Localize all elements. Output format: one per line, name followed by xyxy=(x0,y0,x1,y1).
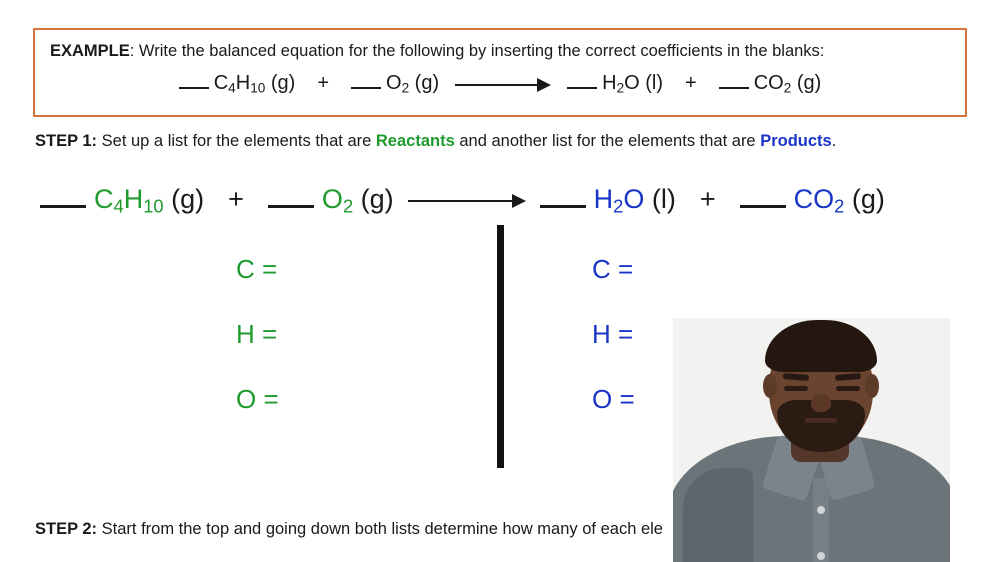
list-item: H = xyxy=(592,319,634,349)
big-coefficient-blank-p1[interactable] xyxy=(540,187,586,208)
step-1-text-part3: . xyxy=(831,132,837,150)
example-reactant-1: $C_4H_{10}$ (g) xyxy=(213,72,296,96)
example-reactant-2: $O_2$ (g) xyxy=(386,72,440,96)
list-item: C = xyxy=(236,254,278,284)
products-keyword: Products xyxy=(760,132,832,150)
big-coefficient-blank-r2[interactable] xyxy=(268,187,314,208)
presenter-ear-right xyxy=(865,374,879,398)
big-product-2: $CO_2$ xyxy=(793,184,845,217)
example-label: EXAMPLE xyxy=(50,42,130,60)
big-yields-arrow-icon xyxy=(408,194,526,208)
example-product-2: $CO_2$ (g) xyxy=(753,72,822,96)
products-element-list xyxy=(592,252,635,447)
step-1-label: STEP 1: xyxy=(35,132,98,150)
plus-sign-1: + xyxy=(317,72,329,94)
presenter-ear-left xyxy=(763,374,777,398)
example-product-1: $H_2O$ (l) xyxy=(602,72,664,96)
step-1-instruction xyxy=(35,132,836,151)
plus-sign-2: + xyxy=(685,72,697,94)
reactants-element-list xyxy=(236,252,279,447)
vertical-divider xyxy=(497,225,504,468)
example-box xyxy=(33,28,967,117)
coefficient-blank-r2[interactable] xyxy=(351,73,381,89)
presenter-eye-right xyxy=(836,386,860,391)
example-equation xyxy=(35,72,965,95)
big-product-2-state: (g) xyxy=(844,184,885,214)
step-2-text: Start from the top and going down both lists determine how many of each ele xyxy=(97,520,663,538)
coefficient-blank-p1[interactable] xyxy=(567,73,597,89)
presenter-nose xyxy=(811,394,831,412)
presenter-eye-left xyxy=(784,386,808,391)
big-coefficient-blank-p2[interactable] xyxy=(740,187,786,208)
list-item: O = xyxy=(236,384,279,414)
big-reactant-2: $O_2$ xyxy=(321,184,354,217)
yields-arrow-icon xyxy=(455,77,551,91)
step-2-instruction xyxy=(35,520,663,539)
presenter-video-overlay[interactable] xyxy=(673,318,950,562)
presenter-shirt-shadow xyxy=(683,468,753,562)
example-prompt xyxy=(50,42,824,61)
big-plus-sign-1: + xyxy=(228,184,244,214)
big-product-1: $H_2O$ xyxy=(593,184,645,217)
big-product-1-state: (l) xyxy=(644,184,676,214)
reactants-keyword: Reactants xyxy=(375,132,455,150)
big-plus-sign-2: + xyxy=(699,184,716,214)
big-reactant-1-state: (g) xyxy=(163,184,205,214)
presenter-shirt-button xyxy=(817,506,825,514)
worked-equation xyxy=(40,184,970,218)
list-item: O = xyxy=(592,384,635,414)
big-reactant-1: $C_4H_{10}$ xyxy=(94,184,164,217)
step-1-text-part1: Set up a list for the elements that are xyxy=(97,132,376,150)
presenter-shirt-button xyxy=(817,552,825,560)
list-item: H = xyxy=(236,319,278,349)
big-reactant-2-state: (g) xyxy=(353,184,394,214)
big-coefficient-blank-r1[interactable] xyxy=(40,187,86,208)
example-prompt-text: : Write the balanced equation for the following by inserting the correct coefficients in the blanks: xyxy=(129,42,825,60)
step-1-text-part2: and another list for the elements that are xyxy=(454,132,761,150)
presenter-mouth xyxy=(805,418,837,423)
presenter-shirt-placket xyxy=(813,478,829,562)
list-item: C = xyxy=(592,254,634,284)
step-2-label: STEP 2: xyxy=(35,520,98,538)
coefficient-blank-p2[interactable] xyxy=(719,73,749,89)
coefficient-blank-r1[interactable] xyxy=(179,73,209,89)
